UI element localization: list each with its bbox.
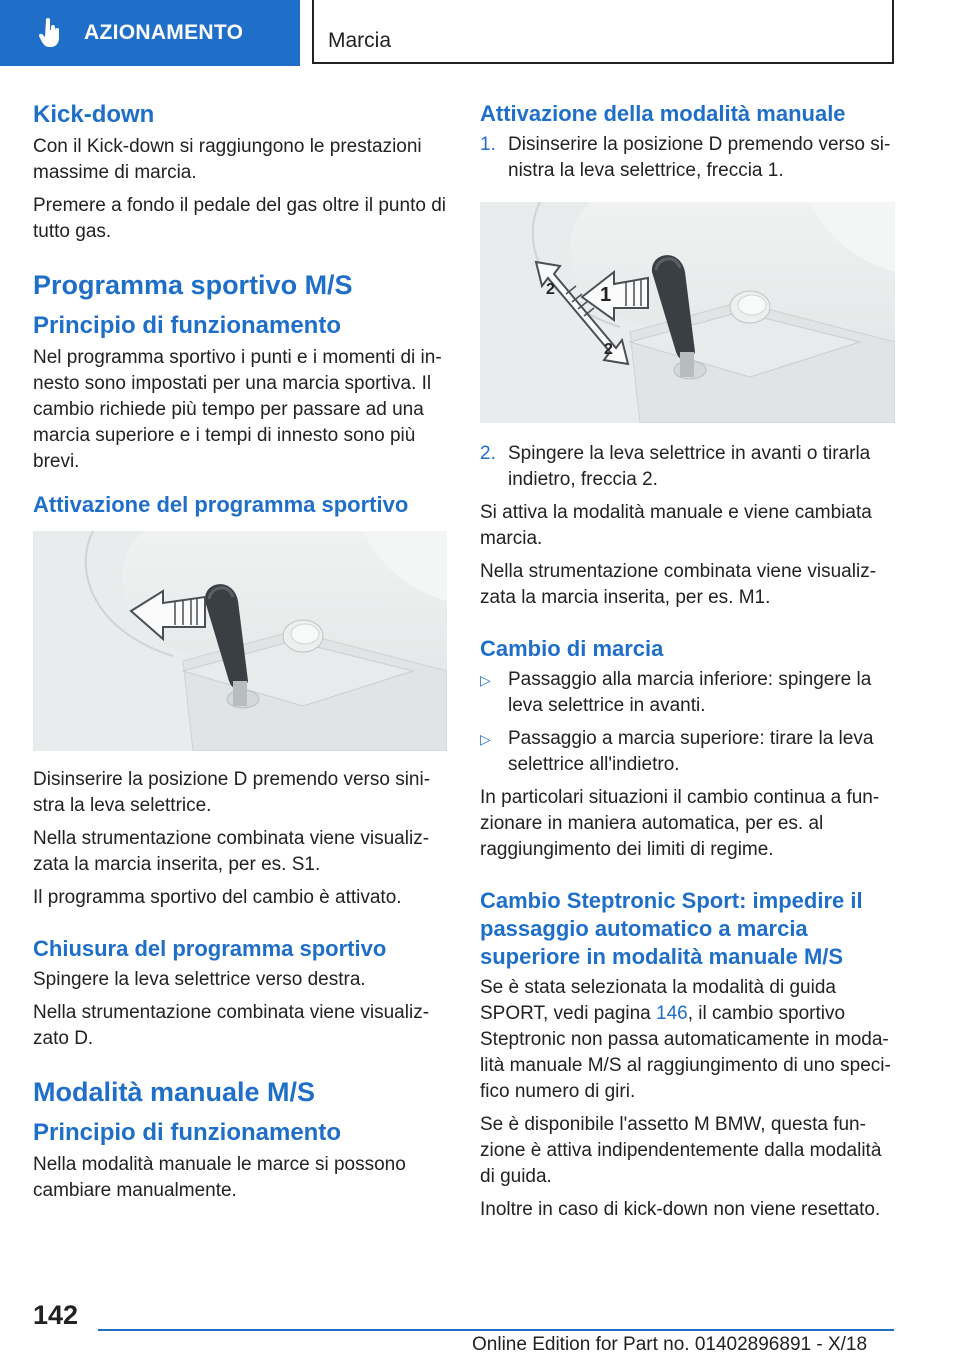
gear-shift-text: In particolari situazioni il cambio continua a funzionare in maniera automatica, per es. al raggiungimento dei limiti di regime.: [480, 787, 880, 860]
list-item-text: Passaggio a marcia superiore: tirare la leva selettrice all'indietro.: [508, 728, 874, 775]
steptronic-text-1: Se è stata selezionata la modalità di guida SPORT, vedi pagina 146, il cambio sportivo Steptronic non passa automaticamente in modalità manuale M/S al raggiungimento di uno specifico numero di giri.: [480, 977, 891, 1102]
triangle-bullet-icon: ▷: [480, 731, 491, 747]
chapter-box: [312, 0, 894, 64]
list-item-text: Passaggio alla marcia inferiore: spingere la leva selettrice in avanti.: [508, 669, 872, 716]
list-item: [480, 667, 893, 719]
steptronic-heading: Cambio Steptronic Sport: impedire il passaggio automatico a marcia superiore in modalità manuale M/S: [480, 888, 863, 969]
steptronic-text-3: Inoltre in caso di kick-down non viene resettato.: [480, 1199, 881, 1220]
hand-pointer-icon: [38, 18, 62, 48]
sport-principle-heading: Principio di funzionamento: [33, 312, 341, 339]
step-2: [480, 441, 893, 493]
step-text: Disinserire la posizione D premendo verso sinistra la leva selettrice, freccia 1.: [508, 134, 891, 181]
right-column: [480, 100, 893, 1230]
step-number: 2.: [480, 443, 496, 464]
footer-divider: [98, 1329, 894, 1331]
sport-principle-text: Nel programma sportivo i punti e i momenti di innesto sono impostati per una marcia sportiva. Il cambio richiede più tempo per passare ad una marcia superiore e i tempi di innesto sono più brevi.: [33, 347, 442, 472]
arrow-1-label: 1: [600, 284, 612, 306]
sport-close-heading: Chiusura del programma sportivo: [33, 936, 387, 961]
manual-activate-text-1: Si attiva la modalità manuale e viene cambiata marcia.: [480, 502, 872, 549]
manual-activate-heading: Attivazione della modalità manuale: [480, 101, 846, 126]
step-text: Spingere la leva selettrice in avanti o tirarla indietro, freccia 2.: [508, 443, 871, 490]
kickdown-heading: Kick-down: [33, 101, 155, 128]
kickdown-text-2: Premere a fondo il pedale del gas oltre il punto di tutto gas.: [33, 195, 446, 242]
triangle-bullet-icon: ▷: [480, 672, 491, 688]
sport-activate-heading: Attivazione del programma sportivo: [33, 492, 409, 517]
step-1: [480, 132, 893, 184]
kickdown-text-1: Con il Kick-down si raggiungono le prestazioni massime di marcia.: [33, 136, 422, 183]
manual-principle-heading: Principio di funzionamento: [33, 1119, 341, 1146]
gear-shift-heading: Cambio di marcia: [480, 636, 664, 661]
edition-text: Online Edition for Part no. 01402896891 - X/18: [472, 1334, 868, 1355]
manual-mode-heading: Modalità manuale M/S: [33, 1077, 316, 1107]
step-number: 1.: [480, 134, 496, 155]
sport-program-heading: Programma sportivo M/S: [33, 270, 353, 300]
page-number: 142: [33, 1300, 79, 1330]
sport-activate-text-2: Nella strumentazione combinata viene visualizzata la marcia inserita, per es. S1.: [33, 828, 430, 875]
chapter-title: Marcia: [328, 29, 392, 52]
sport-activate-text-3: Il programma sportivo del cambio è attivato.: [33, 887, 402, 908]
manual-principle-text: Nella modalità manuale le marce si possono cambiare manualmente.: [33, 1154, 406, 1201]
page-reference-link[interactable]: 146: [656, 1003, 688, 1024]
sport-close-text-1: Spingere la leva selettrice verso destra.: [33, 969, 366, 990]
steptronic-text-2: Se è disponibile l'assetto M BMW, questa funzione è attiva indipendentemente dalla modalità di guida.: [480, 1114, 882, 1187]
gear-selector-figure-left: [33, 531, 447, 751]
gear-selector-figure-right: [480, 202, 895, 423]
list-item: [480, 726, 893, 778]
manual-activate-text-2: Nella strumentazione combinata viene visualizzata la marcia inserita, per es. M1.: [480, 561, 877, 608]
arrow-2-label-top: 2: [546, 281, 555, 298]
section-tab: [0, 0, 300, 66]
sport-close-text-2: Nella strumentazione combinata viene visualizzato D.: [33, 1002, 430, 1049]
arrow-2-label-bottom: 2: [604, 341, 613, 358]
sport-activate-text-1: Disinserire la posizione D premendo verso sinistra la leva selettrice.: [33, 769, 431, 816]
section-title: AZIONAMENTO: [84, 21, 244, 44]
left-column: [33, 100, 447, 1211]
